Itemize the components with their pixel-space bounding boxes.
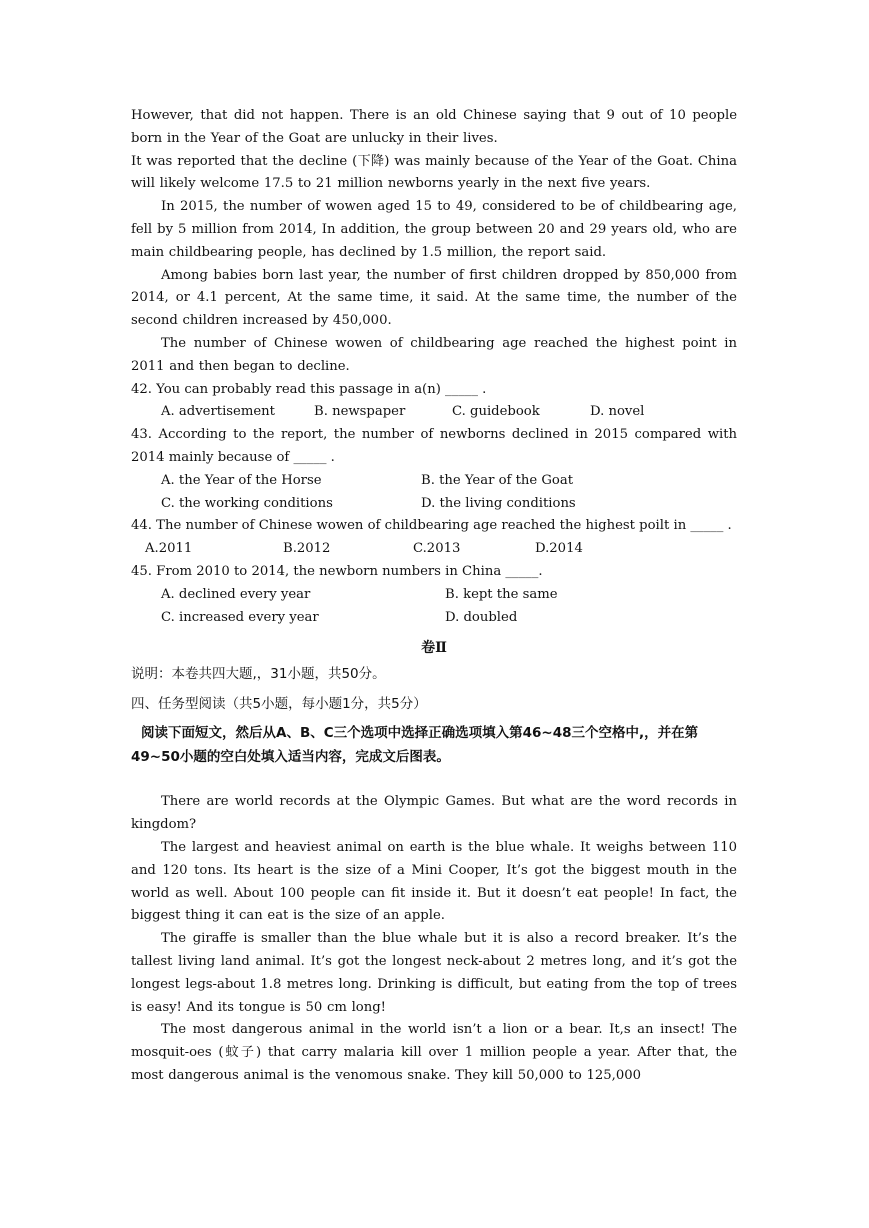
question-44-option-a: A.2011 bbox=[145, 541, 193, 557]
question-44-option-c: C.2013 bbox=[413, 541, 461, 557]
passage2-paragraph-3: The giraffe is smaller than the blue whale but it is also a record breaker. It’s the tallest living land animal. It’s got the longest neck-about 2 metres long, and it’s got the longest legs-about 1.8 metres long. Drinking is difficult, but eating from the top of trees is easy! And its tongue is 50 cm long! bbox=[131, 931, 737, 1015]
question-43-option-d: D. the living conditions bbox=[421, 495, 576, 511]
question-42-option-d: D. novel bbox=[590, 404, 645, 420]
question-45-options-row-1 bbox=[131, 584, 737, 607]
passage2-paragraph-1: There are world records at the Olympic Games. But what are the word records in kingdom? bbox=[131, 794, 737, 833]
question-43-stem: 43. According to the report, the number of newborns declined in 2015 compared with 2014 mainly because of _____ . bbox=[131, 427, 737, 465]
question-44-stem: 44. The number of Chinese wowen of childbearing age reached the highest poilt in _____ . bbox=[131, 518, 732, 534]
question-42-option-b: B. newspaper bbox=[314, 404, 406, 420]
question-43-option-b: B. the Year of the Goat bbox=[421, 472, 574, 488]
reading-instruction: 阅读下面短文，然后从A、B、C三个选项中选择正确选项填入第46~48三个空格中,，并在第49~50小题的空白处填入适当内容，完成文后图表。 bbox=[131, 725, 699, 766]
question-44-options bbox=[131, 538, 737, 561]
question-43-options-row-1 bbox=[131, 470, 737, 493]
question-43-option-c: C. the working conditions bbox=[161, 495, 333, 511]
passage2-paragraph-4: The most dangerous animal in the world isn’t a lion or a bear. It,s an insect! The mosquit-oes (蚊子) that carry malaria kill over 1 million people a year. After that, the most dangerous animal is the venomous snake. They kill 50,000 to 125,000 bbox=[131, 1022, 737, 1083]
question-42-stem: 42. You can probably read this passage in a(n) _____ . bbox=[131, 381, 487, 397]
section-note: 说明：本卷共四大题,，31小题，共50分。 bbox=[131, 666, 386, 683]
question-42-option-a: A. advertisement bbox=[161, 404, 275, 420]
question-44-option-b: B.2012 bbox=[283, 541, 331, 557]
question-45-options-row-2 bbox=[131, 607, 737, 630]
question-45-option-b: B. kept the same bbox=[445, 586, 558, 602]
question-44-option-d: D.2014 bbox=[535, 541, 583, 557]
question-45-option-a: A. declined every year bbox=[161, 586, 311, 602]
passage1-paragraph-2: It was reported that the decline (下降) was mainly because of the Year of the Goat. China will likely welcome 17.5 to 21 million newborns yearly in the next five years. bbox=[131, 153, 737, 192]
passage1-paragraph-4: Among babies born last year, the number of first children dropped by 850,000 from 2014, or 4.1 percent, At the same time, it said. At the same time, the number of the second children increased by 450,000. bbox=[131, 267, 737, 329]
passage1-paragraph-5: The number of Chinese wowen of childbearing age reached the highest point in 2011 and then began to decline. bbox=[131, 335, 737, 374]
spacer bbox=[131, 769, 737, 791]
question-43-options-row-2 bbox=[131, 493, 737, 516]
question-45-stem: 45. From 2010 to 2014, the newborn numbers in China _____. bbox=[131, 563, 543, 579]
passage1-paragraph-1: However, that did not happen. There is an old Chinese saying that 9 out of 10 people born in the Year of the Goat are unlucky in their lives. bbox=[131, 108, 737, 146]
question-45-option-c: C. increased every year bbox=[161, 609, 319, 625]
question-42-options bbox=[131, 401, 737, 424]
question-43-option-a: A. the Year of the Horse bbox=[161, 472, 322, 488]
passage2-paragraph-2: The largest and heaviest animal on earth is the blue whale. It weighs between 110 and 120 tons. Its heart is the size of a Mini Cooper, It’s got the biggest mouth in the world as well. About 100 people can fit inside it. But it doesn’t eat people! In fact, the biggest thing it can eat is the size of an apple. bbox=[131, 839, 737, 924]
page-content bbox=[131, 105, 737, 1088]
part-4-title: 四、任务型阅读（共5小题，每小题1分，共5分） bbox=[131, 696, 427, 713]
passage1-paragraph-3: In 2015, the number of wowen aged 15 to 49, considered to be of childbearing age, fell by 5 million from 2014, In addition, the group between 20 and 29 years old, who are main childbearing people, has declined by 1.5 million, the report said. bbox=[131, 199, 737, 260]
section-title: 卷Ⅱ bbox=[421, 640, 447, 657]
question-45-option-d: D. doubled bbox=[445, 609, 518, 625]
question-42-option-c: C. guidebook bbox=[452, 404, 540, 420]
